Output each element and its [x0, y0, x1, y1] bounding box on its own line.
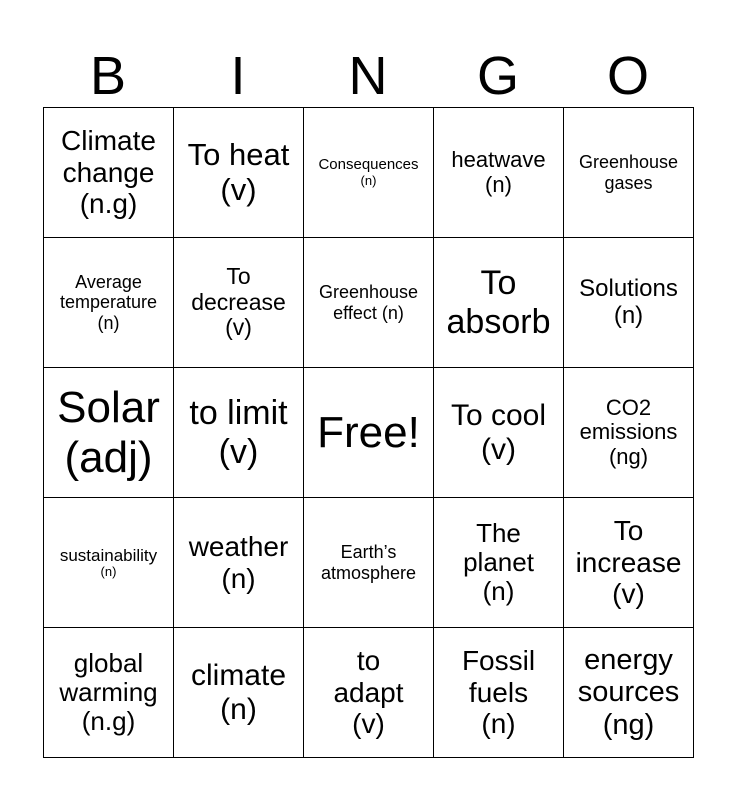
square-line: To: [226, 262, 251, 289]
square-text: [568, 108, 689, 237]
bingo-square[interactable]: [434, 498, 564, 628]
square-line: Solar: [57, 383, 160, 433]
square-line: (v): [612, 578, 645, 610]
square-text: [178, 628, 299, 757]
bingo-row: [44, 498, 694, 628]
header-letter-g: G: [476, 46, 519, 106]
square-text: [438, 368, 559, 497]
header-letter-i: I: [230, 46, 246, 106]
square-line: (n): [485, 171, 512, 197]
square-line: The: [476, 517, 521, 548]
square-text: [48, 498, 169, 627]
square-line: to limit: [189, 394, 288, 433]
square-line: to: [356, 645, 381, 677]
square-text: [568, 238, 689, 367]
square-text: [178, 108, 299, 237]
bingo-square[interactable]: [434, 368, 564, 498]
square-line: Average: [75, 272, 142, 293]
bingo-square[interactable]: [44, 108, 174, 238]
square-line: Greenhouse: [318, 282, 419, 303]
square-line: (n.g): [81, 706, 136, 737]
square-line: atmosphere: [320, 562, 417, 583]
bingo-square[interactable]: [174, 628, 304, 758]
square-line: (v): [352, 708, 385, 740]
square-line: Consequences: [318, 155, 419, 173]
bingo-square[interactable]: [434, 238, 564, 368]
bingo-square[interactable]: [44, 628, 174, 758]
bingo-header: [43, 44, 693, 108]
square-text: [568, 498, 689, 627]
bingo-row: [44, 368, 694, 498]
square-line: Climate: [61, 125, 156, 157]
square-line: absorb: [446, 302, 551, 341]
square-text: [438, 498, 559, 627]
bingo-square[interactable]: [564, 498, 694, 628]
bingo-square[interactable]: [564, 368, 694, 498]
square-line: (ng): [602, 708, 655, 741]
square-line: Solutions: [579, 274, 678, 302]
bingo-square[interactable]: [564, 628, 694, 758]
bingo-square[interactable]: [434, 108, 564, 238]
square-text: [438, 628, 559, 757]
square-text: [48, 108, 169, 237]
square-line: climate: [190, 658, 287, 692]
square-text: [308, 238, 429, 367]
bingo-square[interactable]: [174, 238, 304, 368]
bingo-card: [43, 107, 694, 758]
square-line: Greenhouse: [578, 152, 679, 173]
square-text: [178, 238, 299, 367]
square-line: (n): [221, 562, 256, 594]
square-line: heatwave: [451, 146, 546, 172]
bingo-square[interactable]: [304, 628, 434, 758]
square-line: energy: [584, 643, 673, 676]
bingo-square[interactable]: [564, 108, 694, 238]
square-line: (v): [225, 314, 252, 341]
square-line: To: [480, 264, 517, 303]
bingo-row: [44, 108, 694, 238]
square-text: [438, 238, 559, 367]
bingo-square[interactable]: [304, 108, 434, 238]
square-line: increase: [575, 546, 682, 578]
square-text: [178, 368, 299, 497]
square-text: [308, 628, 429, 757]
free-square[interactable]: [304, 368, 434, 498]
square-line: (n): [613, 301, 644, 329]
square-line: adapt: [333, 676, 404, 708]
square-line: change: [62, 156, 155, 188]
square-line: (v): [481, 432, 516, 466]
bingo-square[interactable]: [174, 108, 304, 238]
bingo-row: [44, 238, 694, 368]
square-line: To cool: [450, 398, 547, 432]
square-line: fuels: [468, 676, 529, 708]
square-line: (n): [482, 576, 515, 607]
square-text: [178, 498, 299, 627]
square-text: [48, 238, 169, 367]
square-line: Fossil: [461, 645, 536, 677]
square-line: decrease: [191, 288, 286, 315]
square-line: global: [73, 647, 144, 678]
bingo-square[interactable]: [564, 238, 694, 368]
square-line: (adj): [64, 432, 153, 482]
square-text: [308, 368, 429, 497]
bingo-square[interactable]: [174, 498, 304, 628]
bingo-square[interactable]: [174, 368, 304, 498]
bingo-square[interactable]: [434, 628, 564, 758]
square-text: [308, 498, 429, 627]
square-text: [48, 368, 169, 497]
square-line: sources: [577, 676, 680, 709]
square-line: To heat: [187, 136, 290, 172]
bingo-row: [44, 628, 694, 758]
square-line: Earth’s: [340, 542, 397, 563]
square-line: (n): [220, 692, 257, 726]
square-text: [48, 628, 169, 757]
square-line: emissions: [579, 419, 678, 445]
square-line: (n.g): [79, 188, 138, 220]
bingo-square[interactable]: [304, 238, 434, 368]
square-line: (v): [220, 171, 257, 207]
bingo-square[interactable]: [44, 498, 174, 628]
bingo-square[interactable]: [44, 238, 174, 368]
square-line: (n): [481, 708, 516, 740]
square-line: warming: [59, 676, 158, 707]
square-text: [308, 108, 429, 237]
bingo-square[interactable]: [44, 368, 174, 498]
square-line: gases: [604, 172, 653, 193]
square-line: weather: [188, 531, 289, 563]
square-line: (v): [218, 432, 259, 471]
square-line: Free!: [317, 407, 420, 457]
header-letter-o: O: [606, 46, 649, 106]
header-letter-b: B: [89, 46, 127, 106]
square-line: temperature: [59, 292, 158, 313]
bingo-square[interactable]: [304, 498, 434, 628]
square-text: [438, 108, 559, 237]
square-line: (n): [100, 563, 117, 579]
square-line: sustainability: [59, 545, 158, 565]
square-text: [568, 628, 689, 757]
square-line: (n): [360, 172, 377, 188]
header-letter-n: N: [348, 46, 388, 106]
square-line: (n): [97, 312, 120, 333]
square-line: planet: [463, 546, 534, 577]
square-line: effect (n): [333, 302, 404, 323]
square-line: CO2: [605, 394, 652, 420]
square-line: To: [613, 515, 644, 547]
square-line: (ng): [608, 443, 649, 469]
square-text: [568, 368, 689, 497]
